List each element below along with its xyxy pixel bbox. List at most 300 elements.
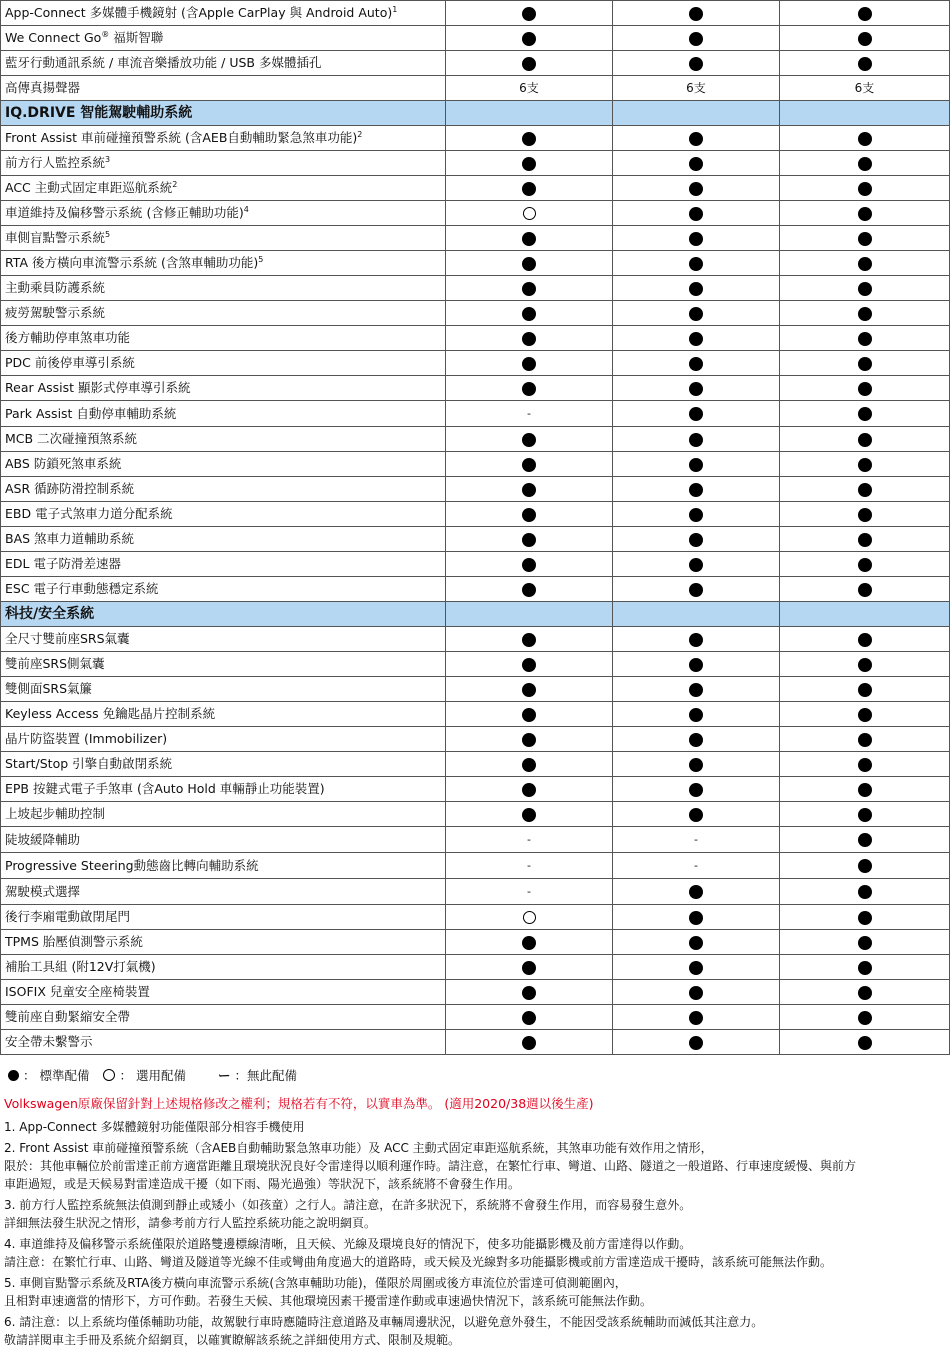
trim-2-cell	[613, 51, 780, 76]
section-empty-cell	[613, 101, 780, 126]
standard-dot-icon	[858, 885, 872, 899]
trim-2-cell	[613, 301, 780, 326]
feature-name	[1, 905, 446, 930]
feature-name	[1, 301, 446, 326]
feature-label: 前方行人監控系統	[5, 155, 106, 170]
feature-label: 陡坡緩降輔助	[5, 831, 81, 847]
standard-dot-icon	[522, 307, 536, 321]
table-row	[1, 26, 950, 51]
trim-3-cell	[780, 477, 950, 502]
standard-dot-icon	[858, 558, 872, 572]
feature-label: 疲勞駕駛警示系統	[5, 305, 106, 320]
trim-3-cell	[780, 351, 950, 376]
standard-dot-icon	[689, 282, 703, 296]
table-row	[1, 126, 950, 151]
feature-label: 晶片防盜裝置 (Immobilizer)	[5, 731, 168, 746]
feature-name	[1, 802, 446, 827]
section-title: 科技/安全系統	[1, 602, 446, 627]
trim-2-cell	[613, 777, 780, 802]
standard-dot-icon	[522, 483, 536, 497]
standard-dot-icon	[689, 32, 703, 46]
footnote-line: 請注意：在繁忙行車、山路、彎道及隧道等光線不佳或彎曲角度過大的道路時，或天候及光線對多功能攝影機或前方雷達造成干擾時，該系統可能無法作動。	[4, 1255, 833, 1269]
footnote-line: 且相對車速適當的情形下，方可作動。若發生天候、其他環境因素干擾雷達作動或車速過快情況下，該系統可能無法作動。	[4, 1294, 653, 1308]
trim-1-cell	[446, 351, 613, 376]
standard-dot-icon	[522, 32, 536, 46]
standard-dot-icon	[522, 1011, 536, 1025]
feature-label: 雙前座自動緊縮安全帶	[5, 1009, 131, 1024]
standard-dot-icon	[858, 808, 872, 822]
standard-dot-icon	[858, 583, 872, 597]
trim-3-cell	[780, 126, 950, 151]
feature-label: ABS 防鎖死煞車系統	[5, 456, 122, 471]
standard-dot-icon	[689, 583, 703, 597]
trim-2-cell	[613, 251, 780, 276]
trim-1-cell	[446, 76, 613, 101]
trim-2-cell	[613, 176, 780, 201]
feature-name	[1, 1005, 446, 1030]
standard-dot-icon	[689, 332, 703, 346]
feature-label: 車道維持及偏移警示系統 (含修正輔助功能)	[5, 205, 244, 220]
feature-name	[1, 577, 446, 602]
trim-2-cell	[613, 401, 780, 427]
feature-name	[1, 1030, 446, 1055]
feature-name	[1, 955, 446, 980]
standard-dot-icon	[689, 783, 703, 797]
trim-2-cell	[613, 376, 780, 401]
feature-label: 雙前座SRS側氣囊	[5, 656, 105, 671]
table-row	[1, 727, 950, 752]
trim-2-cell	[613, 802, 780, 827]
trim-3-cell	[780, 1005, 950, 1030]
trim-3-cell	[780, 879, 950, 905]
table-row	[1, 905, 950, 930]
feature-label: EBD 電子式煞車力道分配系統	[5, 506, 173, 521]
trim-2-cell	[613, 351, 780, 376]
value-text: 6支	[686, 81, 706, 95]
standard-dot-icon	[689, 382, 703, 396]
feature-label: 高傳真揚聲器	[5, 80, 81, 95]
footnote-2	[4, 1139, 944, 1193]
feature-name	[1, 226, 446, 251]
feature-label: Park Assist 自動停車輔助系統	[5, 405, 177, 421]
trim-2-cell	[613, 201, 780, 226]
trim-2-cell	[613, 126, 780, 151]
trim-2-cell	[613, 930, 780, 955]
standard-dot-icon	[689, 961, 703, 975]
table-row	[1, 326, 950, 351]
feature-name	[1, 853, 446, 879]
standard-dot-icon	[858, 407, 872, 421]
trim-3-cell	[780, 677, 950, 702]
trim-1-cell	[446, 1005, 613, 1030]
standard-dot-icon	[522, 458, 536, 472]
footnote-line: 4. 車道維持及偏移警示系統僅限於道路雙邊標線清晰，且天候、光線及環境良好的情況下，使多功能攝影機及前方雷達得以作動。	[4, 1237, 692, 1251]
standard-dot-icon	[689, 182, 703, 196]
trim-2-cell	[613, 76, 780, 101]
footnotes	[4, 1118, 944, 1352]
table-row	[1, 627, 950, 652]
trim-2-cell	[613, 151, 780, 176]
trim-3-cell	[780, 527, 950, 552]
trim-1-cell	[446, 201, 613, 226]
section-title: IQ.DRIVE 智能駕駛輔助系統	[1, 101, 446, 126]
trim-3-cell	[780, 301, 950, 326]
feature-label: App-Connect 多媒體手機鏡射 (含Apple CarPlay 與 Android Auto)	[5, 5, 393, 20]
feature-label: Keyless Access 免鑰匙晶片控制系統	[5, 706, 216, 721]
trim-1-cell	[446, 827, 613, 853]
standard-dot-icon	[522, 961, 536, 975]
standard-dot-icon	[522, 683, 536, 697]
trim-1-cell	[446, 427, 613, 452]
feature-name	[1, 452, 446, 477]
standard-dot-icon	[689, 433, 703, 447]
standard-dot-icon	[689, 558, 703, 572]
standard-dot-icon	[858, 207, 872, 221]
none-dash: -	[694, 833, 698, 846]
standard-dot-icon	[522, 182, 536, 196]
trim-2-cell	[613, 955, 780, 980]
trim-1-cell	[446, 652, 613, 677]
standard-dot-icon	[858, 961, 872, 975]
trim-2-cell	[613, 905, 780, 930]
trim-3-cell	[780, 1, 950, 26]
standard-dot-icon	[858, 157, 872, 171]
table-row	[1, 201, 950, 226]
legend-optional-label: ： 選用配備	[119, 1068, 186, 1083]
standard-dot-icon	[522, 232, 536, 246]
table-row	[1, 477, 950, 502]
feature-label: 上坡起步輔助控制	[5, 806, 106, 821]
table-row	[1, 151, 950, 176]
standard-dot-icon	[689, 357, 703, 371]
feature-label: 藍牙行動通訊系統 / 車流音樂播放功能 / USB 多媒體插孔	[5, 55, 322, 70]
feature-label: 雙側面SRS氣簾	[5, 681, 93, 696]
value-text: 6支	[519, 81, 539, 95]
footnote-line: 2. Front Assist 車前碰撞預警系統（含AEB自動輔助緊急煞車功能）及 ACC 主動式固定車距巡航系統，其煞車功能有效作用之情形，	[4, 1141, 713, 1155]
trim-3-cell	[780, 201, 950, 226]
spec-table-body	[1, 1, 950, 1055]
feature-label: 駕駛模式選擇	[5, 883, 81, 899]
footnote-ref: 1	[392, 4, 398, 14]
trim-3-cell	[780, 980, 950, 1005]
feature-label: MCB 二次碰撞預煞系統	[5, 431, 138, 446]
trim-1-cell	[446, 251, 613, 276]
standard-dot-icon	[522, 783, 536, 797]
standard-dot-icon	[858, 32, 872, 46]
footnote-ref: 2	[357, 129, 363, 139]
standard-dot-icon	[689, 458, 703, 472]
standard-dot-icon	[689, 407, 703, 421]
feature-label: 補胎工具組 (附12V打氣機)	[5, 959, 156, 974]
standard-dot-icon	[522, 758, 536, 772]
standard-dot-icon	[858, 986, 872, 1000]
trim-2-cell	[613, 727, 780, 752]
trim-1-cell	[446, 905, 613, 930]
trim-2-cell	[613, 26, 780, 51]
standard-dot-icon	[522, 533, 536, 547]
standard-dot-icon	[689, 885, 703, 899]
standard-dot-icon	[689, 683, 703, 697]
feature-name	[1, 477, 446, 502]
standard-dot-icon	[858, 433, 872, 447]
table-row	[1, 351, 950, 376]
trim-1-cell	[446, 376, 613, 401]
trim-3-cell	[780, 176, 950, 201]
table-row	[1, 955, 950, 980]
trim-2-cell	[613, 527, 780, 552]
none-dash: -	[527, 407, 531, 420]
standard-dot-icon	[689, 207, 703, 221]
trim-2-cell	[613, 452, 780, 477]
standard-dot-icon	[689, 1011, 703, 1025]
standard-dot-icon	[522, 7, 536, 21]
standard-dot-icon	[858, 1011, 872, 1025]
footnote-line: 1. App-Connect 多媒體鏡射功能僅限部分相容手機使用	[4, 1120, 305, 1134]
table-row	[1, 777, 950, 802]
none-dash: -	[527, 885, 531, 898]
legend-standard	[8, 1066, 89, 1084]
feature-name	[1, 777, 446, 802]
table-row	[1, 677, 950, 702]
feature-name	[1, 1, 446, 26]
section-empty-cell	[613, 602, 780, 627]
trim-1-cell	[446, 955, 613, 980]
standard-dot-icon	[689, 533, 703, 547]
trim-1-cell	[446, 301, 613, 326]
trim-2-cell	[613, 326, 780, 351]
feature-name	[1, 527, 446, 552]
standard-dot-icon	[858, 783, 872, 797]
trim-3-cell	[780, 702, 950, 727]
feature-name	[1, 752, 446, 777]
feature-name	[1, 727, 446, 752]
feature-label: Rear Assist 顯影式停車導引系統	[5, 380, 191, 395]
table-row	[1, 226, 950, 251]
feature-name	[1, 51, 446, 76]
trim-3-cell	[780, 1030, 950, 1055]
standard-dot-icon	[689, 483, 703, 497]
section-empty-cell	[780, 101, 950, 126]
feature-name	[1, 879, 446, 905]
legend-none	[218, 1066, 297, 1084]
footnote-line: 詳細無法發生狀況之情形，請參考前方行人監控系統功能之說明網頁。	[4, 1216, 377, 1230]
standard-dot-icon	[8, 1070, 19, 1081]
table-row	[1, 879, 950, 905]
trim-2-cell	[613, 752, 780, 777]
trim-3-cell	[780, 802, 950, 827]
trim-3-cell	[780, 276, 950, 301]
feature-name	[1, 176, 446, 201]
standard-dot-icon	[858, 357, 872, 371]
feature-label: 車側盲點警示系統	[5, 230, 106, 245]
table-row	[1, 1005, 950, 1030]
trim-3-cell	[780, 401, 950, 427]
trim-1-cell	[446, 276, 613, 301]
trim-2-cell	[613, 677, 780, 702]
feature-name	[1, 26, 446, 51]
trim-3-cell	[780, 26, 950, 51]
trim-2-cell	[613, 652, 780, 677]
feature-label: ESC 電子行車動態穩定系統	[5, 581, 159, 596]
feature-name	[1, 201, 446, 226]
feature-label: 安全帶未繫警示	[5, 1034, 93, 1049]
section-empty-cell	[446, 101, 613, 126]
standard-dot-icon	[858, 633, 872, 647]
trim-3-cell	[780, 905, 950, 930]
standard-dot-icon	[858, 232, 872, 246]
standard-dot-icon	[522, 282, 536, 296]
legend-standard-label: ： 標準配備	[23, 1068, 90, 1083]
none-dash: -	[527, 859, 531, 872]
feature-name	[1, 552, 446, 577]
standard-dot-icon	[858, 57, 872, 71]
trim-1-cell	[446, 802, 613, 827]
trim-1-cell	[446, 627, 613, 652]
trim-3-cell	[780, 652, 950, 677]
table-row	[1, 802, 950, 827]
trim-1-cell	[446, 401, 613, 427]
standard-dot-icon	[858, 483, 872, 497]
trim-1-cell	[446, 577, 613, 602]
feature-name	[1, 702, 446, 727]
trim-1-cell	[446, 527, 613, 552]
table-row	[1, 176, 950, 201]
footnote-ref: 4	[243, 204, 249, 214]
standard-dot-icon	[858, 332, 872, 346]
trim-3-cell	[780, 326, 950, 351]
table-row	[1, 427, 950, 452]
standard-dot-icon	[522, 57, 536, 71]
section-empty-cell	[780, 602, 950, 627]
trim-2-cell	[613, 427, 780, 452]
trim-2-cell	[613, 1, 780, 26]
standard-dot-icon	[689, 508, 703, 522]
trim-3-cell	[780, 827, 950, 853]
none-dash: -	[527, 833, 531, 846]
feature-label: ISOFIX 兒童安全座椅裝置	[5, 984, 150, 999]
standard-dot-icon	[522, 508, 536, 522]
trim-1-cell	[446, 552, 613, 577]
table-row	[1, 552, 950, 577]
standard-dot-icon	[522, 936, 536, 950]
section-empty-cell	[446, 602, 613, 627]
feature-name	[1, 827, 446, 853]
table-row	[1, 51, 950, 76]
trim-3-cell	[780, 151, 950, 176]
trim-3-cell	[780, 427, 950, 452]
feature-label: 全尺寸雙前座SRS氣囊	[5, 631, 130, 646]
standard-dot-icon	[858, 282, 872, 296]
table-row	[1, 401, 950, 427]
feature-label: 後方輔助停車煞車功能	[5, 330, 131, 345]
trim-1-cell	[446, 51, 613, 76]
standard-dot-icon	[858, 7, 872, 21]
trim-2-cell	[613, 276, 780, 301]
trim-1-cell	[446, 980, 613, 1005]
trim-2-cell	[613, 502, 780, 527]
trim-2-cell	[613, 577, 780, 602]
footnote-ref: ®	[101, 29, 110, 39]
trim-1-cell	[446, 151, 613, 176]
standard-dot-icon	[522, 733, 536, 747]
table-row	[1, 376, 950, 401]
trim-1-cell	[446, 452, 613, 477]
standard-dot-icon	[689, 257, 703, 271]
feature-label: We Connect Go	[5, 30, 102, 45]
feature-label: 主動乘員防護系統	[5, 280, 106, 295]
standard-dot-icon	[522, 708, 536, 722]
standard-dot-icon	[858, 132, 872, 146]
feature-label: Start/Stop 引擎自動啟閉系統	[5, 756, 173, 771]
trim-1-cell	[446, 126, 613, 151]
standard-dot-icon	[689, 633, 703, 647]
standard-dot-icon	[858, 708, 872, 722]
disclaimer-notice: Volkswagen原廠保留針對上述規格修改之權利；規格若有不符，以實車為準。 (適用2020/38週以後生產)	[4, 1096, 594, 1111]
optional-ring-icon	[103, 1069, 115, 1081]
standard-dot-icon	[689, 1036, 703, 1050]
standard-dot-icon	[858, 508, 872, 522]
trim-3-cell	[780, 777, 950, 802]
standard-dot-icon	[858, 382, 872, 396]
trim-2-cell	[613, 980, 780, 1005]
legend-none-label: ：無此配備	[234, 1068, 297, 1083]
feature-label: 後行李廂電動啟閉尾門	[5, 909, 131, 924]
footnote-line: 敬請詳閱車主手冊及系統介紹網頁，以確實瞭解該系統之詳細使用方式、限制及規範。	[4, 1333, 461, 1347]
feature-name	[1, 151, 446, 176]
trim-3-cell	[780, 51, 950, 76]
table-row	[1, 527, 950, 552]
trim-3-cell	[780, 76, 950, 101]
feature-label: Progressive Steering動態齒比轉向輔助系統	[5, 857, 259, 873]
footnote-ref: 2	[172, 179, 178, 189]
table-row	[1, 702, 950, 727]
footnote-4	[4, 1235, 944, 1271]
feature-name	[1, 427, 446, 452]
trim-1-cell	[446, 26, 613, 51]
trim-1-cell	[446, 777, 613, 802]
table-row	[1, 853, 950, 879]
section-header-row	[1, 101, 950, 126]
standard-dot-icon	[858, 859, 872, 873]
footnote-6	[4, 1313, 944, 1349]
footnote-line: 5. 車側盲點警示系統及RTA後方橫向車流警示系統(含煞車輔助功能)，僅限於周圍或後方車流位於雷達可偵測範圍內，	[4, 1276, 627, 1290]
trim-1-cell	[446, 702, 613, 727]
standard-dot-icon	[689, 307, 703, 321]
trim-1-cell	[446, 1, 613, 26]
trim-3-cell	[780, 627, 950, 652]
feature-name	[1, 376, 446, 401]
trim-2-cell	[613, 702, 780, 727]
feature-name	[1, 76, 446, 101]
trim-1-cell	[446, 176, 613, 201]
table-row	[1, 752, 950, 777]
footnote-3	[4, 1196, 944, 1232]
feature-name	[1, 652, 446, 677]
table-row	[1, 502, 950, 527]
standard-dot-icon	[522, 633, 536, 647]
standard-dot-icon	[858, 1036, 872, 1050]
legend	[8, 1066, 311, 1084]
section-header-row	[1, 602, 950, 627]
feature-label: EDL 電子防滑差速器	[5, 556, 121, 571]
standard-dot-icon	[858, 833, 872, 847]
value-text: 6支	[854, 81, 875, 95]
standard-dot-icon	[689, 232, 703, 246]
standard-dot-icon	[858, 458, 872, 472]
table-row	[1, 1030, 950, 1055]
trim-1-cell	[446, 326, 613, 351]
standard-dot-icon	[522, 382, 536, 396]
